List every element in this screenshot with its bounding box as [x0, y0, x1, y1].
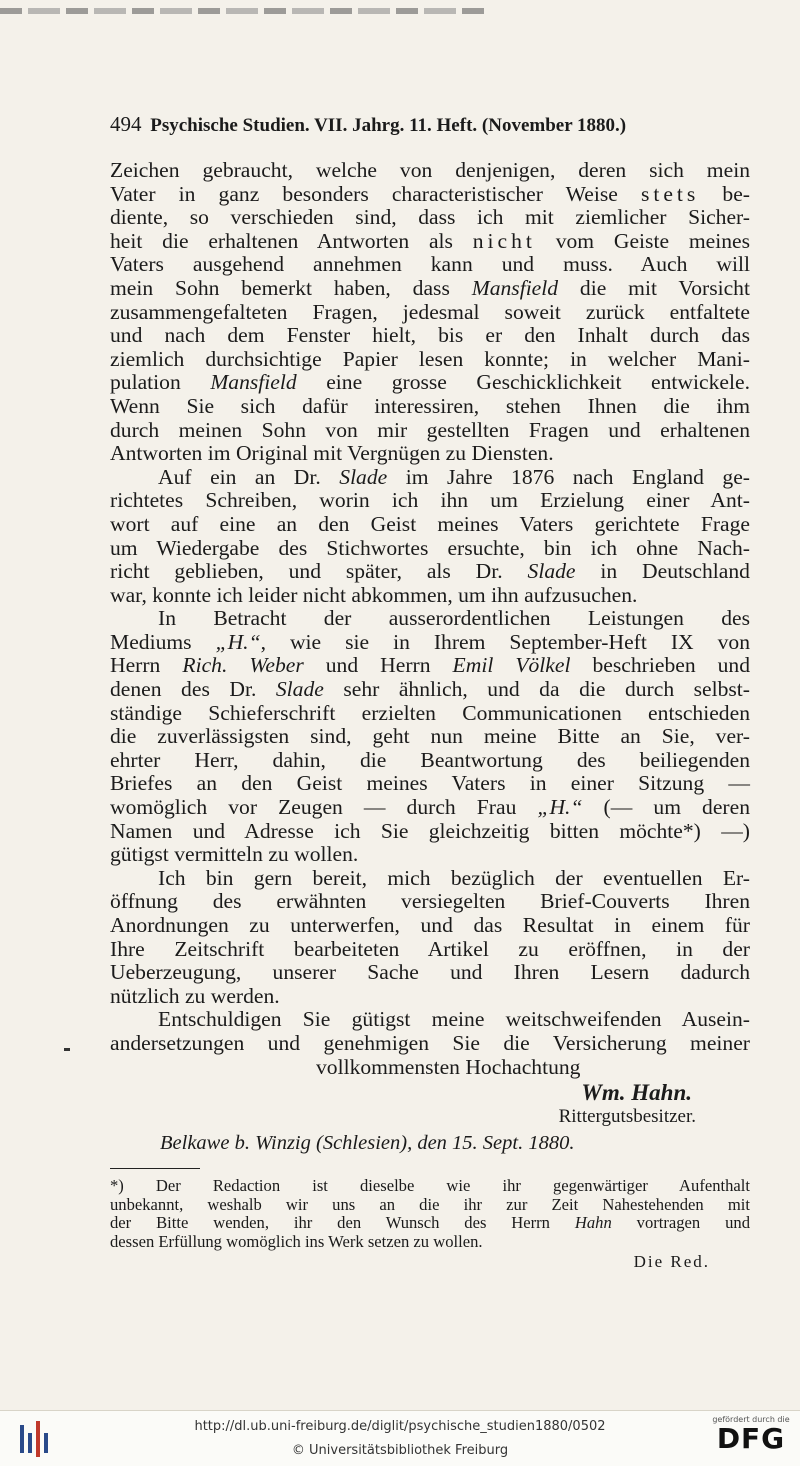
text-line: richtetes Schreiben, worin ich ihn um Erzielung einer Ant-: [110, 488, 750, 513]
permalink-url[interactable]: http://dl.ub.uni-freiburg.de/diglit/psychische_studien1880/0502: [194, 1419, 606, 1434]
signature-title: Rittergutsbesitzer.: [558, 1105, 696, 1127]
closing-line: vollkommensten Hochachtung: [316, 1054, 581, 1079]
text-line: Anordnungen zu unterwerfen, und das Resultat in einem für: [110, 913, 750, 937]
text-line: Zeichen gebraucht, welche von denjenigen, deren sich mein: [110, 158, 750, 182]
text-line: die zuverlässigsten sind, geht nun meine Bitte an Sie, ver-: [110, 724, 750, 749]
text-line: Vater in ganz besonders characteristischer Weise stets be-: [110, 181, 750, 206]
text-line: Mediums „H.“, wie sie in Ihrem September-Heft IX von: [110, 629, 750, 654]
footnote-line: *) Der Redaction ist dieselbe wie ihr gegenwärtiger Aufenthalt: [110, 1175, 750, 1195]
book-page: [110, 112, 750, 1272]
text-line: andersetzungen und genehmigen Sie die Versicherung meiner: [110, 1030, 750, 1055]
text-line: Herrn Rich. Weber und Herrn Emil Völkel beschrieben und: [110, 653, 751, 678]
italic-name: Slade: [275, 677, 324, 702]
italic-name: „H.“: [215, 629, 261, 654]
place-date: Belkawe b. Winzig (Schlesien), den 15. Sept. 1880.: [160, 1132, 575, 1155]
text-line: um Wiedergabe des Stichwortes ersuchte, bin ich ohne Nach-: [110, 535, 750, 560]
spaced-emphasis: nicht: [472, 228, 536, 253]
italic-name: Emil Völkel: [452, 653, 571, 678]
viewer-footer: [0, 1410, 800, 1466]
footnote-line: der Bitte wenden, ihr den Wunsch des Herrn Hahn vortragen und: [110, 1213, 750, 1233]
text-line: ehrter Herr, dahin, die Beantwortung des beiliegenden: [110, 747, 750, 772]
footnote-line: unbekannt, weshalb wir uns an die ihr zur Zeit Nahestehenden mit: [110, 1194, 750, 1214]
text-line: Antworten im Original mit Vergnügen zu Diensten.: [110, 441, 554, 466]
text-line: In Betracht der ausserordentlichen Leistungen des: [158, 606, 750, 631]
footnote-rule: [110, 1168, 200, 1169]
copyright-notice: © Universitätsbibliothek Freiburg: [291, 1443, 509, 1458]
text-line: womöglich vor Zeugen — durch Frau „H.“ (— um deren: [110, 795, 751, 820]
text-line: heit die erhaltenen Antworten als nicht vom Geiste meines: [110, 228, 750, 253]
italic-name: Slade: [527, 559, 576, 584]
footnote-line: dessen Erfüllung womöglich ins Werk setzen zu wollen.: [110, 1231, 483, 1251]
text-line: Auf ein an Dr. Slade im Jahre 1876 nach England ge-: [158, 464, 750, 489]
text-line: mein Sohn bemerkt haben, dass Mansfield die mit Vorsicht: [110, 275, 750, 300]
margin-mark: [64, 1048, 70, 1051]
text-line: nützlich zu werden.: [110, 983, 280, 1008]
text-line: pulation Mansfield eine grosse Geschicklichkeit entwickele.: [110, 370, 750, 395]
italic-name: „H.“: [537, 795, 583, 820]
text-line: war, konnte ich leider nicht abkommen, um ihn aufzusuchen.: [110, 582, 638, 607]
page-body: [110, 159, 750, 1156]
text-line: und nach dem Fenster hielt, bis er den Inhalt durch das: [110, 323, 750, 348]
italic-name: Slade: [339, 464, 388, 489]
dfg-logo: [708, 1415, 794, 1454]
text-line: Namen und Adresse ich Sie gleichzeitig bitten möchte*) —): [110, 818, 750, 843]
dfg-wordmark: DFG: [716, 1422, 786, 1455]
text-line: denen des Dr. Slade sehr ähnlich, und da die durch selbst-: [110, 677, 750, 702]
text-line: Vaters ausgehend annehmen kann und muss. Auch will: [110, 252, 750, 277]
italic-name: Mansfield: [471, 275, 559, 300]
footnote: [110, 1177, 750, 1272]
signature-name: Wm. Hahn.: [581, 1080, 692, 1106]
text-line: richt geblieben, und später, als Dr. Slade in Deutschland: [110, 559, 750, 584]
spaced-emphasis: stets: [640, 181, 700, 206]
running-title: Psychische Studien. VII. Jahrg. 11. Heft. (November 1880.): [150, 115, 627, 136]
text-line: Entschuldigen Sie gütigst meine weitschweifenden Ausein-: [158, 1007, 750, 1032]
scan-edge: [0, 8, 490, 14]
text-line: ständige Schieferschrift erzielten Communicationen entschieden: [110, 700, 750, 725]
text-line: durch meinen Sohn von mir gestellten Fragen und erhaltenen: [110, 417, 750, 442]
text-line: Ich bin gern bereit, mich bezüglich der eventuellen Er-: [158, 865, 750, 890]
text-line: zusammengefalteten Fragen, jedesmal soweit zurück entfaltete: [110, 299, 750, 324]
text-line: Briefes an den Geist meines Vaters in einer Sitzung —: [110, 771, 750, 796]
text-line: Ueberzeugung, unserer Sache und Ihren Lesern dadurch: [110, 960, 750, 985]
funding-note: gefördert durch die: [712, 1415, 790, 1424]
italic-name: Mansfield: [210, 370, 297, 395]
text-line: Ihre Zeitschrift bearbeiteten Artikel zu eröffnen, in der: [110, 936, 750, 961]
editor-signoff: Die Red.: [633, 1252, 710, 1272]
text-line: wort auf eine an den Geist meines Vaters gerichtete Frage: [110, 511, 750, 536]
page-number: 494: [110, 112, 142, 136]
text-line: ziemlich durchsichtige Papier lesen konnte; in welcher Mani-: [110, 346, 750, 371]
text-line: diente, so verschieden sind, dass ich mit ziemlicher Sicher-: [110, 205, 750, 230]
text-line: Wenn Sie sich dafür interessiren, stehen Ihnen die ihm: [110, 393, 750, 418]
italic-name: Hahn: [574, 1213, 612, 1233]
text-line: öffnung des erwähnten versiegelten Brief-Couverts Ihren: [110, 889, 750, 914]
running-header: [110, 112, 750, 137]
text-line: gütigst vermitteln zu wollen.: [110, 842, 359, 867]
italic-name: Rich. Weber: [182, 653, 304, 678]
